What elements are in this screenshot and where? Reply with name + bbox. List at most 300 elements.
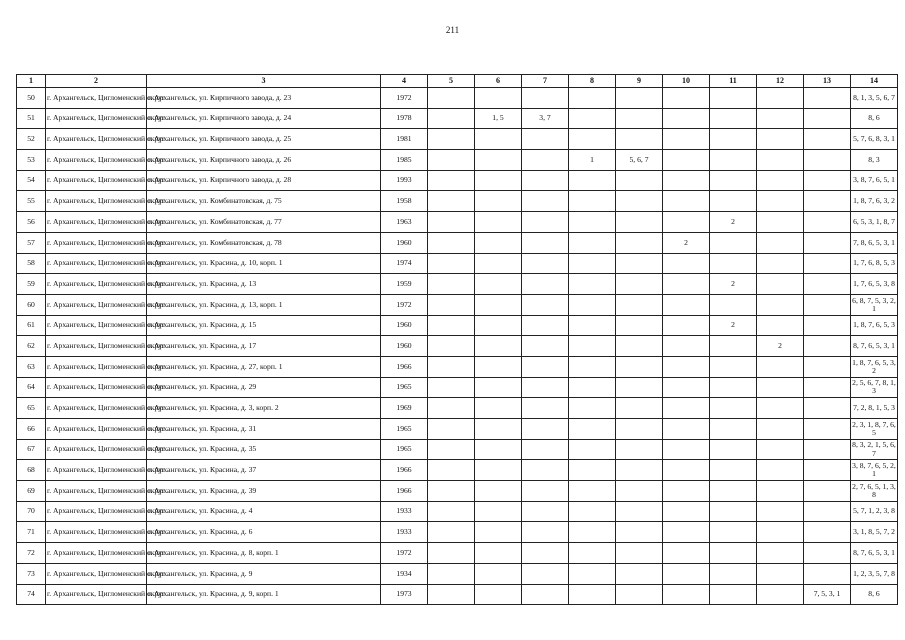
col12-cell (757, 501, 804, 522)
district-cell: г. Архангельск, Цигломенский округ (46, 129, 147, 150)
district-cell: г. Архангельск, Цигломенский округ (46, 543, 147, 564)
col6-cell (475, 88, 522, 109)
col6-cell (475, 212, 522, 233)
district-cell: г. Архангельск, Цигломенский округ (46, 170, 147, 191)
col5-cell (428, 398, 475, 419)
year-cell: 1985 (381, 150, 428, 171)
col8-cell (569, 481, 616, 502)
col5-cell (428, 501, 475, 522)
col8-cell (569, 377, 616, 398)
col5-cell (428, 522, 475, 543)
address-cell: г. Архангельск, ул. Красина, д. 4 (147, 501, 381, 522)
table-body (17, 88, 898, 605)
col7-cell (522, 294, 569, 315)
col6-cell (475, 274, 522, 295)
row-number-cell: 71 (17, 522, 46, 543)
address-cell: г. Архангельск, ул. Красина, д. 10, корп. 1 (147, 253, 381, 274)
col13-cell (804, 150, 851, 171)
col7-cell (522, 129, 569, 150)
col14-cell: 8, 3, 2, 1, 5, 6, 7 (851, 439, 898, 460)
row-number-cell: 62 (17, 336, 46, 357)
col7-cell (522, 460, 569, 481)
col6-cell (475, 419, 522, 440)
col8-cell (569, 501, 616, 522)
table-row (17, 315, 898, 336)
address-cell: г. Архангельск, ул. Комбинатовская, д. 77 (147, 212, 381, 233)
col10-cell (663, 336, 710, 357)
col6-cell (475, 501, 522, 522)
col9-cell (616, 481, 663, 502)
col14-cell: 8, 3 (851, 150, 898, 171)
year-cell: 1965 (381, 439, 428, 460)
year-cell: 1966 (381, 356, 428, 377)
column-header: 7 (522, 75, 569, 88)
col5-cell (428, 563, 475, 584)
col14-cell: 8, 7, 6, 5, 3, 1 (851, 336, 898, 357)
col11-cell (710, 191, 757, 212)
col10-cell (663, 522, 710, 543)
address-cell: г. Архангельск, ул. Красина, д. 6 (147, 522, 381, 543)
year-cell: 1973 (381, 584, 428, 605)
col9-cell (616, 88, 663, 109)
address-cell: г. Архангельск, ул. Красина, д. 8, корп. 1 (147, 543, 381, 564)
row-number-cell: 52 (17, 129, 46, 150)
col12-cell (757, 170, 804, 191)
col6-cell (475, 129, 522, 150)
housing-register-table (16, 74, 898, 605)
col9-cell (616, 543, 663, 564)
col13-cell (804, 88, 851, 109)
col5-cell (428, 356, 475, 377)
col7-cell (522, 315, 569, 336)
row-number-cell: 60 (17, 294, 46, 315)
address-cell: г. Архангельск, ул. Красина, д. 13, корп. 1 (147, 294, 381, 315)
row-number-cell: 57 (17, 232, 46, 253)
col7-cell (522, 543, 569, 564)
col7-cell (522, 501, 569, 522)
column-header: 9 (616, 75, 663, 88)
col5-cell (428, 88, 475, 109)
col5-cell (428, 232, 475, 253)
col7-cell (522, 253, 569, 274)
col13-cell (804, 377, 851, 398)
year-cell: 1933 (381, 522, 428, 543)
col7-cell (522, 88, 569, 109)
col6-cell (475, 460, 522, 481)
col10-cell (663, 419, 710, 440)
col6-cell (475, 356, 522, 377)
col5-cell (428, 460, 475, 481)
col13-cell (804, 232, 851, 253)
year-cell: 1978 (381, 108, 428, 129)
col5-cell (428, 129, 475, 150)
col11-cell (710, 232, 757, 253)
col6-cell (475, 191, 522, 212)
col12-cell (757, 543, 804, 564)
table-row (17, 398, 898, 419)
row-number-cell: 73 (17, 563, 46, 584)
col13-cell (804, 356, 851, 377)
col6-cell (475, 377, 522, 398)
col13-cell (804, 274, 851, 295)
col14-cell: 2, 7, 6, 5, 1, 3, 8 (851, 481, 898, 502)
column-header: 1 (17, 75, 46, 88)
col5-cell (428, 419, 475, 440)
district-cell: г. Архангельск, Цигломенский округ (46, 439, 147, 460)
col10-cell (663, 460, 710, 481)
year-cell: 1969 (381, 398, 428, 419)
col11-cell (710, 108, 757, 129)
col6-cell (475, 150, 522, 171)
col12-cell (757, 294, 804, 315)
row-number-cell: 54 (17, 170, 46, 191)
col14-cell: 8, 6 (851, 584, 898, 605)
col12-cell (757, 460, 804, 481)
col10-cell (663, 170, 710, 191)
col8-cell (569, 315, 616, 336)
col11-cell (710, 377, 757, 398)
row-number-cell: 66 (17, 419, 46, 440)
district-cell: г. Архангельск, Цигломенский округ (46, 522, 147, 543)
col14-cell: 1, 7, 6, 8, 5, 3 (851, 253, 898, 274)
col10-cell (663, 191, 710, 212)
col11-cell (710, 501, 757, 522)
row-number-cell: 58 (17, 253, 46, 274)
col9-cell (616, 501, 663, 522)
address-cell: г. Архангельск, ул. Кирпичного завода, д. 26 (147, 150, 381, 171)
col10-cell (663, 481, 710, 502)
address-cell: г. Архангельск, ул. Красина, д. 9 (147, 563, 381, 584)
col10-cell (663, 398, 710, 419)
col8-cell (569, 398, 616, 419)
col11-cell (710, 356, 757, 377)
year-cell: 1965 (381, 419, 428, 440)
col9-cell (616, 439, 663, 460)
table-row (17, 501, 898, 522)
col6-cell (475, 232, 522, 253)
col12-cell (757, 88, 804, 109)
col8-cell (569, 294, 616, 315)
col11-cell: 2 (710, 212, 757, 233)
col11-cell (710, 522, 757, 543)
col14-cell: 5, 7, 1, 2, 3, 8 (851, 501, 898, 522)
year-cell: 1960 (381, 232, 428, 253)
district-cell: г. Архангельск, Цигломенский округ (46, 212, 147, 233)
col14-cell: 3, 8, 7, 6, 5, 2, 1 (851, 460, 898, 481)
col7-cell (522, 150, 569, 171)
col10-cell (663, 584, 710, 605)
col12-cell (757, 274, 804, 295)
col14-cell: 5, 7, 6, 8, 3, 1 (851, 129, 898, 150)
col11-cell (710, 398, 757, 419)
district-cell: г. Архангельск, Цигломенский округ (46, 481, 147, 502)
col9-cell (616, 274, 663, 295)
year-cell: 1960 (381, 336, 428, 357)
year-cell: 1959 (381, 274, 428, 295)
col10-cell (663, 88, 710, 109)
col10-cell: 2 (663, 232, 710, 253)
col11-cell (710, 584, 757, 605)
col8-cell (569, 419, 616, 440)
column-header: 10 (663, 75, 710, 88)
col9-cell (616, 253, 663, 274)
table-row (17, 129, 898, 150)
col12-cell (757, 584, 804, 605)
address-cell: г. Архангельск, ул. Красина, д. 35 (147, 439, 381, 460)
col11-cell (710, 419, 757, 440)
col11-cell (710, 336, 757, 357)
column-header: 13 (804, 75, 851, 88)
row-number-cell: 68 (17, 460, 46, 481)
col9-cell (616, 108, 663, 129)
col9-cell (616, 460, 663, 481)
table-row (17, 356, 898, 377)
col13-cell (804, 315, 851, 336)
col7-cell (522, 356, 569, 377)
col10-cell (663, 212, 710, 233)
year-cell: 1966 (381, 460, 428, 481)
col10-cell (663, 253, 710, 274)
col6-cell (475, 584, 522, 605)
address-cell: г. Архангельск, ул. Красина, д. 29 (147, 377, 381, 398)
address-cell: г. Архангельск, ул. Комбинатовская, д. 75 (147, 191, 381, 212)
col14-cell: 8, 1, 3, 5, 6, 7 (851, 88, 898, 109)
district-cell: г. Архангельск, Цигломенский округ (46, 563, 147, 584)
address-cell: г. Архангельск, ул. Красина, д. 17 (147, 336, 381, 357)
col10-cell (663, 150, 710, 171)
district-cell: г. Архангельск, Цигломенский округ (46, 336, 147, 357)
district-cell: г. Архангельск, Цигломенский округ (46, 294, 147, 315)
col10-cell (663, 274, 710, 295)
district-cell: г. Архангельск, Цигломенский округ (46, 398, 147, 419)
col12-cell (757, 253, 804, 274)
col11-cell (710, 88, 757, 109)
col14-cell: 8, 6 (851, 108, 898, 129)
column-number-header-row (17, 75, 898, 88)
district-cell: г. Архангельск, Цигломенский округ (46, 460, 147, 481)
table-row (17, 460, 898, 481)
year-cell: 1993 (381, 170, 428, 191)
col13-cell (804, 336, 851, 357)
col5-cell (428, 294, 475, 315)
col9-cell (616, 377, 663, 398)
col8-cell (569, 191, 616, 212)
table-row (17, 563, 898, 584)
col5-cell (428, 543, 475, 564)
row-number-cell: 74 (17, 584, 46, 605)
table-row (17, 274, 898, 295)
col13-cell (804, 501, 851, 522)
col14-cell: 7, 2, 8, 1, 5, 3 (851, 398, 898, 419)
col7-cell (522, 481, 569, 502)
col10-cell (663, 563, 710, 584)
col13-cell (804, 460, 851, 481)
col6-cell (475, 439, 522, 460)
col12-cell (757, 377, 804, 398)
col9-cell (616, 170, 663, 191)
row-number-cell: 56 (17, 212, 46, 233)
col6-cell: 1, 5 (475, 108, 522, 129)
col7-cell (522, 170, 569, 191)
address-cell: г. Архангельск, ул. Красина, д. 3, корп. 2 (147, 398, 381, 419)
col6-cell (475, 170, 522, 191)
address-cell: г. Архангельск, ул. Красина, д. 13 (147, 274, 381, 295)
col8-cell (569, 543, 616, 564)
col10-cell (663, 356, 710, 377)
col12-cell (757, 398, 804, 419)
col11-cell (710, 253, 757, 274)
col6-cell (475, 522, 522, 543)
table-row (17, 170, 898, 191)
row-number-cell: 51 (17, 108, 46, 129)
column-header: 6 (475, 75, 522, 88)
row-number-cell: 67 (17, 439, 46, 460)
col14-cell: 1, 8, 7, 6, 5, 3, 2 (851, 356, 898, 377)
col5-cell (428, 481, 475, 502)
col8-cell (569, 170, 616, 191)
district-cell: г. Архангельск, Цигломенский округ (46, 88, 147, 109)
table-row (17, 377, 898, 398)
table-row (17, 88, 898, 109)
col6-cell (475, 481, 522, 502)
table-row (17, 212, 898, 233)
col13-cell (804, 191, 851, 212)
col14-cell: 6, 5, 3, 1, 8, 7 (851, 212, 898, 233)
column-header: 4 (381, 75, 428, 88)
col6-cell (475, 294, 522, 315)
col11-cell (710, 460, 757, 481)
row-number-cell: 53 (17, 150, 46, 171)
address-cell: г. Архангельск, ул. Красина, д. 15 (147, 315, 381, 336)
row-number-cell: 55 (17, 191, 46, 212)
col13-cell (804, 481, 851, 502)
col13-cell (804, 108, 851, 129)
col12-cell (757, 232, 804, 253)
year-cell: 1963 (381, 212, 428, 233)
col12-cell (757, 419, 804, 440)
col11-cell (710, 170, 757, 191)
row-number-cell: 65 (17, 398, 46, 419)
col11-cell (710, 129, 757, 150)
address-cell: г. Архангельск, ул. Кирпичного завода, д. 25 (147, 129, 381, 150)
col5-cell (428, 150, 475, 171)
col12-cell (757, 315, 804, 336)
table-row (17, 232, 898, 253)
col7-cell (522, 274, 569, 295)
col12-cell (757, 212, 804, 233)
col8-cell (569, 522, 616, 543)
col5-cell (428, 253, 475, 274)
address-cell: г. Архангельск, ул. Красина, д. 9, корп. 1 (147, 584, 381, 605)
address-cell: г. Архангельск, ул. Кирпичного завода, д. 23 (147, 88, 381, 109)
col12-cell (757, 522, 804, 543)
col6-cell (475, 398, 522, 419)
table-row (17, 108, 898, 129)
col12-cell (757, 481, 804, 502)
col8-cell (569, 439, 616, 460)
col9-cell (616, 398, 663, 419)
col5-cell (428, 170, 475, 191)
col11-cell: 2 (710, 315, 757, 336)
column-header: 5 (428, 75, 475, 88)
col8-cell (569, 253, 616, 274)
col8-cell (569, 212, 616, 233)
col10-cell (663, 108, 710, 129)
col8-cell (569, 108, 616, 129)
row-number-cell: 72 (17, 543, 46, 564)
col8-cell: 1 (569, 150, 616, 171)
table-row (17, 191, 898, 212)
col8-cell (569, 563, 616, 584)
col5-cell (428, 336, 475, 357)
col7-cell: 3, 7 (522, 108, 569, 129)
col9-cell (616, 356, 663, 377)
col13-cell (804, 294, 851, 315)
table-row (17, 336, 898, 357)
col8-cell (569, 274, 616, 295)
address-cell: г. Архангельск, ул. Кирпичного завода, д. 24 (147, 108, 381, 129)
col8-cell (569, 584, 616, 605)
district-cell: г. Архангельск, Цигломенский округ (46, 274, 147, 295)
district-cell: г. Архангельск, Цигломенский округ (46, 315, 147, 336)
col12-cell (757, 356, 804, 377)
col7-cell (522, 584, 569, 605)
col14-cell: 3, 8, 7, 6, 5, 1 (851, 170, 898, 191)
col9-cell (616, 212, 663, 233)
col14-cell: 1, 2, 3, 5, 7, 8 (851, 563, 898, 584)
col13-cell (804, 563, 851, 584)
col13-cell (804, 170, 851, 191)
col7-cell (522, 522, 569, 543)
col6-cell (475, 253, 522, 274)
table-row (17, 481, 898, 502)
row-number-cell: 61 (17, 315, 46, 336)
district-cell: г. Архангельск, Цигломенский округ (46, 191, 147, 212)
col7-cell (522, 439, 569, 460)
column-header: 8 (569, 75, 616, 88)
col10-cell (663, 294, 710, 315)
col9-cell (616, 584, 663, 605)
address-cell: г. Архангельск, ул. Красина, д. 39 (147, 481, 381, 502)
col13-cell (804, 522, 851, 543)
year-cell: 1960 (381, 315, 428, 336)
table-row (17, 419, 898, 440)
district-cell: г. Архангельск, Цигломенский округ (46, 501, 147, 522)
col5-cell (428, 439, 475, 460)
year-cell: 1981 (381, 129, 428, 150)
col9-cell (616, 232, 663, 253)
col14-cell: 1, 8, 7, 6, 5, 3 (851, 315, 898, 336)
col9-cell (616, 336, 663, 357)
year-cell: 1965 (381, 377, 428, 398)
col8-cell (569, 460, 616, 481)
col5-cell (428, 274, 475, 295)
col7-cell (522, 377, 569, 398)
col13-cell (804, 253, 851, 274)
col10-cell (663, 439, 710, 460)
col12-cell (757, 108, 804, 129)
column-header: 3 (147, 75, 381, 88)
year-cell: 1958 (381, 191, 428, 212)
col9-cell (616, 563, 663, 584)
col10-cell (663, 543, 710, 564)
table-row (17, 294, 898, 315)
col7-cell (522, 336, 569, 357)
year-cell: 1974 (381, 253, 428, 274)
col5-cell (428, 212, 475, 233)
col6-cell (475, 336, 522, 357)
year-cell: 1933 (381, 501, 428, 522)
